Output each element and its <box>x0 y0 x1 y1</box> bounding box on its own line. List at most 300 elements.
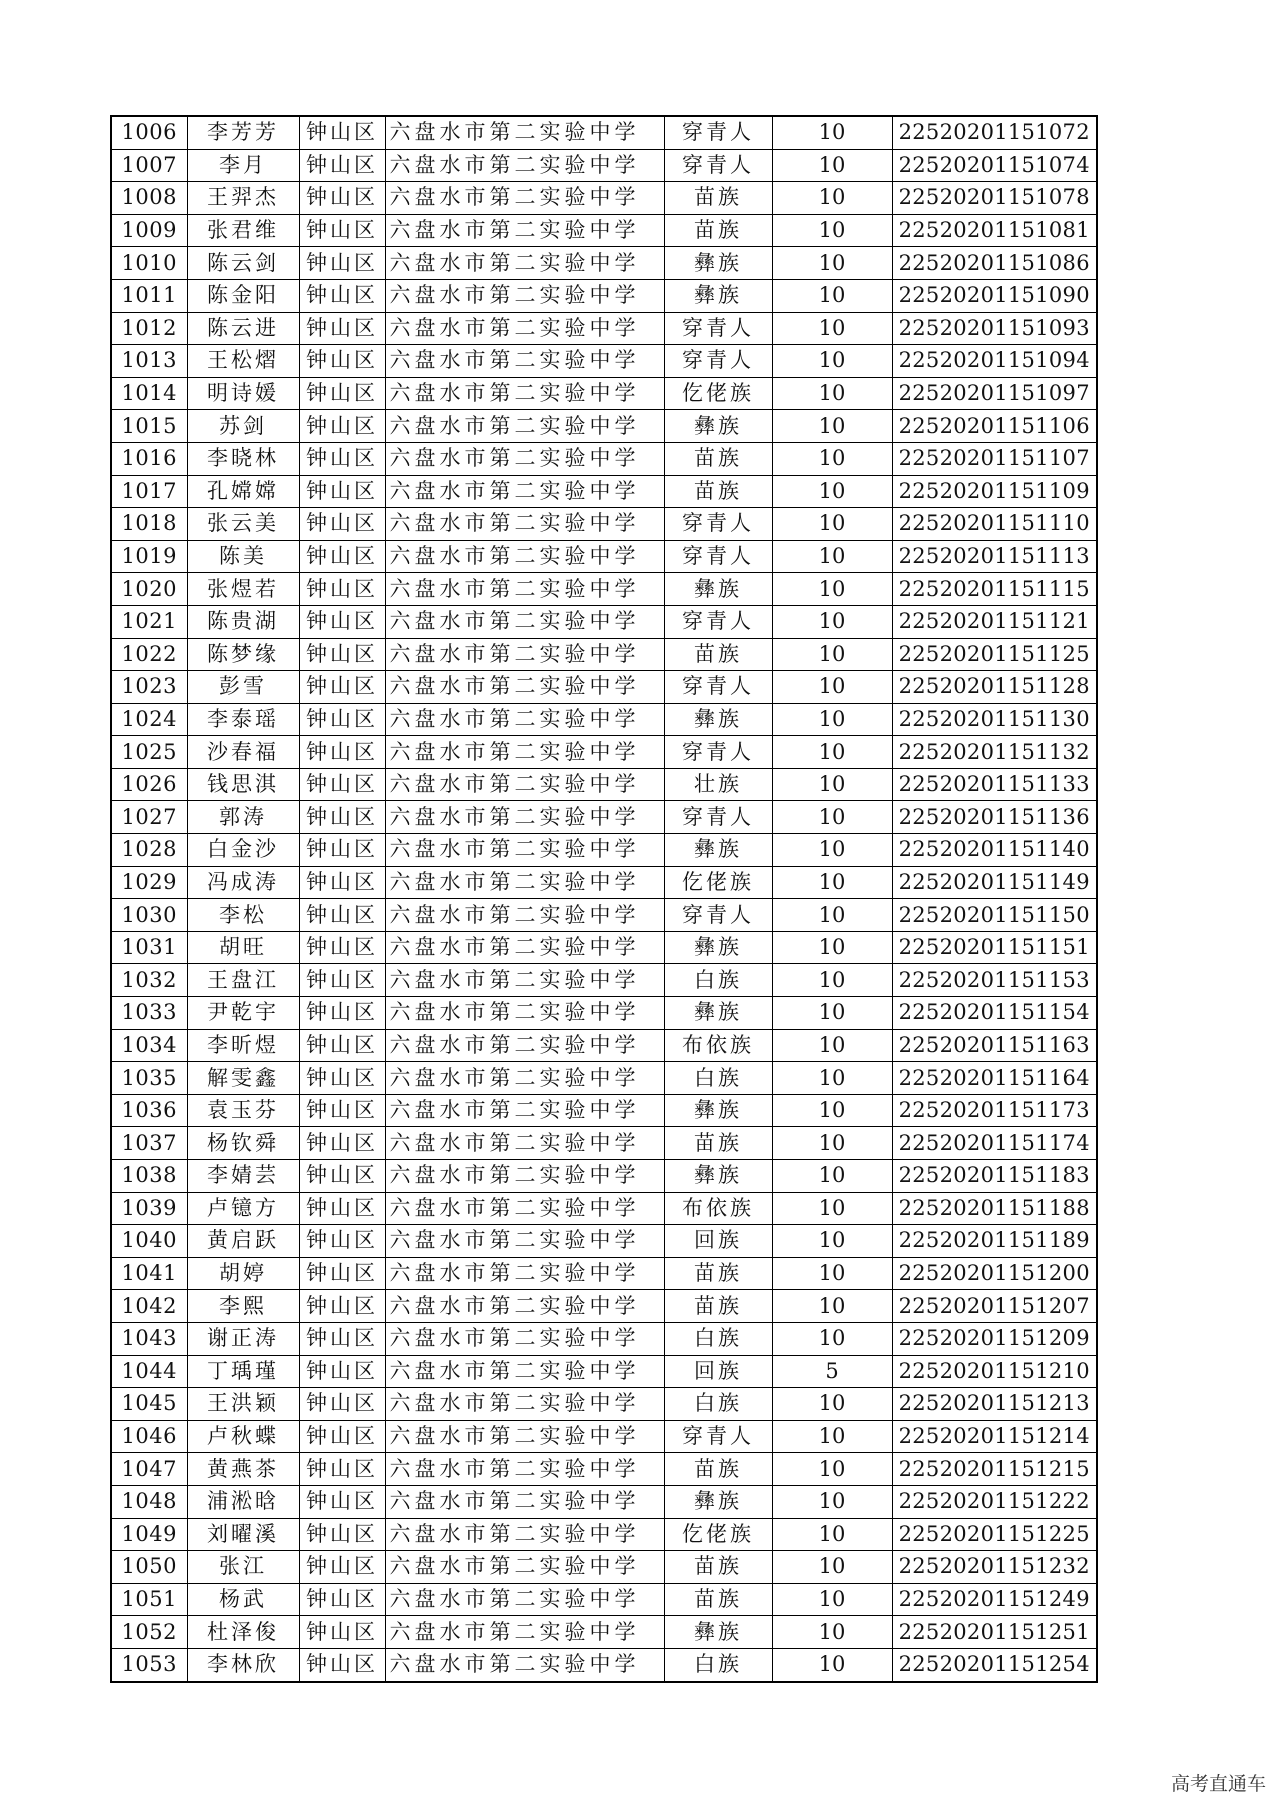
school-name: 六盘水市第二实验中学 <box>385 214 664 247</box>
ethnicity: 壮族 <box>664 768 772 801</box>
student-name: 陈云进 <box>187 312 299 345</box>
row-number: 1050 <box>111 1551 187 1584</box>
candidate-number: 22520201151189 <box>892 1225 1097 1258</box>
school-name: 六盘水市第二实验中学 <box>385 1192 664 1225</box>
table-row <box>111 638 1097 671</box>
candidate-number: 22520201151093 <box>892 312 1097 345</box>
table-row <box>111 1583 1097 1616</box>
ethnicity: 苗族 <box>664 638 772 671</box>
school-name: 六盘水市第二实验中学 <box>385 312 664 345</box>
district: 钟山区 <box>299 1225 385 1258</box>
candidate-number: 22520201151225 <box>892 1518 1097 1551</box>
school-name: 六盘水市第二实验中学 <box>385 834 664 867</box>
row-number: 1038 <box>111 1160 187 1193</box>
table-row <box>111 410 1097 443</box>
candidate-number: 22520201151086 <box>892 247 1097 280</box>
row-number: 1040 <box>111 1225 187 1258</box>
table-row <box>111 1322 1097 1355</box>
bonus-points: 10 <box>772 149 892 182</box>
bonus-points: 5 <box>772 1355 892 1388</box>
student-name: 杨武 <box>187 1583 299 1616</box>
table-row <box>111 801 1097 834</box>
district: 钟山区 <box>299 573 385 606</box>
ethnicity: 彝族 <box>664 834 772 867</box>
bonus-points: 10 <box>772 1420 892 1453</box>
bonus-points: 10 <box>772 214 892 247</box>
row-number: 1008 <box>111 182 187 215</box>
district: 钟山区 <box>299 345 385 378</box>
district: 钟山区 <box>299 1551 385 1584</box>
candidate-number: 22520201151251 <box>892 1616 1097 1649</box>
ethnicity: 白族 <box>664 1648 772 1681</box>
table-row <box>111 540 1097 573</box>
school-name: 六盘水市第二实验中学 <box>385 279 664 312</box>
row-number: 1009 <box>111 214 187 247</box>
ethnicity: 彝族 <box>664 247 772 280</box>
ethnicity: 彝族 <box>664 997 772 1030</box>
ethnicity: 苗族 <box>664 182 772 215</box>
row-number: 1035 <box>111 1062 187 1095</box>
bonus-points: 10 <box>772 1322 892 1355</box>
candidate-number: 22520201151173 <box>892 1094 1097 1127</box>
student-name: 胡婷 <box>187 1257 299 1290</box>
school-name: 六盘水市第二实验中学 <box>385 442 664 475</box>
row-number: 1007 <box>111 149 187 182</box>
candidate-number: 22520201151207 <box>892 1290 1097 1323</box>
ethnicity: 白族 <box>664 1062 772 1095</box>
bonus-points: 10 <box>772 312 892 345</box>
ethnicity: 仡佬族 <box>664 377 772 410</box>
table-row <box>111 1127 1097 1160</box>
candidate-number: 22520201151222 <box>892 1485 1097 1518</box>
student-name: 李芳芳 <box>187 116 299 149</box>
student-name: 陈梦缘 <box>187 638 299 671</box>
row-number: 1051 <box>111 1583 187 1616</box>
student-name: 解雯鑫 <box>187 1062 299 1095</box>
row-number: 1036 <box>111 1094 187 1127</box>
candidate-number: 22520201151072 <box>892 116 1097 149</box>
row-number: 1053 <box>111 1648 187 1681</box>
row-number: 1045 <box>111 1388 187 1421</box>
candidate-number: 22520201151214 <box>892 1420 1097 1453</box>
candidate-number: 22520201151130 <box>892 703 1097 736</box>
candidate-number: 22520201151074 <box>892 149 1097 182</box>
table-row <box>111 1257 1097 1290</box>
bonus-points: 10 <box>772 247 892 280</box>
ethnicity: 穿青人 <box>664 736 772 769</box>
school-name: 六盘水市第二实验中学 <box>385 247 664 280</box>
ethnicity: 苗族 <box>664 1551 772 1584</box>
candidate-number: 22520201151109 <box>892 475 1097 508</box>
bonus-points: 10 <box>772 1029 892 1062</box>
bonus-points: 10 <box>772 997 892 1030</box>
candidate-number: 22520201151213 <box>892 1388 1097 1421</box>
district: 钟山区 <box>299 1127 385 1160</box>
row-number: 1019 <box>111 540 187 573</box>
candidate-number: 22520201151081 <box>892 214 1097 247</box>
row-number: 1010 <box>111 247 187 280</box>
table-row <box>111 377 1097 410</box>
school-name: 六盘水市第二实验中学 <box>385 1485 664 1518</box>
candidate-number: 22520201151125 <box>892 638 1097 671</box>
student-name: 王洪颖 <box>187 1388 299 1421</box>
student-name: 彭雪 <box>187 671 299 704</box>
table-row <box>111 182 1097 215</box>
student-name: 李泰瑶 <box>187 703 299 736</box>
candidate-number: 22520201151149 <box>892 866 1097 899</box>
district: 钟山区 <box>299 834 385 867</box>
row-number: 1022 <box>111 638 187 671</box>
district: 钟山区 <box>299 1322 385 1355</box>
bonus-points: 10 <box>772 410 892 443</box>
district: 钟山区 <box>299 1257 385 1290</box>
student-name: 李昕煜 <box>187 1029 299 1062</box>
candidate-number: 22520201151113 <box>892 540 1097 573</box>
ethnicity: 彝族 <box>664 1485 772 1518</box>
school-name: 六盘水市第二实验中学 <box>385 768 664 801</box>
row-number: 1018 <box>111 508 187 541</box>
ethnicity: 穿青人 <box>664 1420 772 1453</box>
district: 钟山区 <box>299 1062 385 1095</box>
ethnicity: 彝族 <box>664 1160 772 1193</box>
ethnicity: 彝族 <box>664 279 772 312</box>
table-row <box>111 1160 1097 1193</box>
bonus-points: 10 <box>772 964 892 997</box>
candidate-number: 22520201151150 <box>892 899 1097 932</box>
school-name: 六盘水市第二实验中学 <box>385 508 664 541</box>
candidate-number: 22520201151210 <box>892 1355 1097 1388</box>
district: 钟山区 <box>299 605 385 638</box>
student-name: 李松 <box>187 899 299 932</box>
school-name: 六盘水市第二实验中学 <box>385 1616 664 1649</box>
school-name: 六盘水市第二实验中学 <box>385 1127 664 1160</box>
candidate-number: 22520201151209 <box>892 1322 1097 1355</box>
row-number: 1043 <box>111 1322 187 1355</box>
table-row <box>111 1551 1097 1584</box>
table-row <box>111 1355 1097 1388</box>
row-number: 1027 <box>111 801 187 834</box>
school-name: 六盘水市第二实验中学 <box>385 964 664 997</box>
district: 钟山区 <box>299 1355 385 1388</box>
table-row <box>111 149 1097 182</box>
candidate-number: 22520201151136 <box>892 801 1097 834</box>
row-number: 1034 <box>111 1029 187 1062</box>
student-name: 沙春福 <box>187 736 299 769</box>
row-number: 1049 <box>111 1518 187 1551</box>
ethnicity: 仡佬族 <box>664 1518 772 1551</box>
bonus-points: 10 <box>772 801 892 834</box>
bonus-points: 10 <box>772 605 892 638</box>
candidate-number: 22520201151254 <box>892 1648 1097 1681</box>
ethnicity: 穿青人 <box>664 508 772 541</box>
watermark: 高考直通车 <box>1170 1773 1266 1795</box>
ethnicity: 彝族 <box>664 1616 772 1649</box>
school-name: 六盘水市第二实验中学 <box>385 573 664 606</box>
district: 钟山区 <box>299 1616 385 1649</box>
row-number: 1041 <box>111 1257 187 1290</box>
student-name: 冯成涛 <box>187 866 299 899</box>
student-name: 王羿杰 <box>187 182 299 215</box>
district: 钟山区 <box>299 997 385 1030</box>
row-number: 1042 <box>111 1290 187 1323</box>
school-name: 六盘水市第二实验中学 <box>385 866 664 899</box>
school-name: 六盘水市第二实验中学 <box>385 1388 664 1421</box>
table-row <box>111 866 1097 899</box>
student-name: 陈美 <box>187 540 299 573</box>
district: 钟山区 <box>299 638 385 671</box>
row-number: 1013 <box>111 345 187 378</box>
district: 钟山区 <box>299 182 385 215</box>
roster-body <box>111 116 1097 1682</box>
student-name: 李婧芸 <box>187 1160 299 1193</box>
candidate-number: 22520201151183 <box>892 1160 1097 1193</box>
row-number: 1031 <box>111 931 187 964</box>
candidate-number: 22520201151153 <box>892 964 1097 997</box>
school-name: 六盘水市第二实验中学 <box>385 997 664 1030</box>
table-row <box>111 931 1097 964</box>
school-name: 六盘水市第二实验中学 <box>385 116 664 149</box>
row-number: 1037 <box>111 1127 187 1160</box>
bonus-points: 10 <box>772 1257 892 1290</box>
student-name: 陈金阳 <box>187 279 299 312</box>
table-row <box>111 1094 1097 1127</box>
bonus-points: 10 <box>772 377 892 410</box>
student-name: 胡旺 <box>187 931 299 964</box>
school-name: 六盘水市第二实验中学 <box>385 801 664 834</box>
table-row <box>111 997 1097 1030</box>
school-name: 六盘水市第二实验中学 <box>385 1583 664 1616</box>
bonus-points: 10 <box>772 899 892 932</box>
district: 钟山区 <box>299 736 385 769</box>
student-name: 李熙 <box>187 1290 299 1323</box>
ethnicity: 彝族 <box>664 703 772 736</box>
bonus-points: 10 <box>772 834 892 867</box>
bonus-points: 10 <box>772 182 892 215</box>
candidate-number: 22520201151188 <box>892 1192 1097 1225</box>
bonus-points: 10 <box>772 1583 892 1616</box>
bonus-points: 10 <box>772 1648 892 1681</box>
row-number: 1039 <box>111 1192 187 1225</box>
ethnicity: 穿青人 <box>664 605 772 638</box>
bonus-points: 10 <box>772 671 892 704</box>
school-name: 六盘水市第二实验中学 <box>385 703 664 736</box>
table-row <box>111 834 1097 867</box>
row-number: 1052 <box>111 1616 187 1649</box>
bonus-points: 10 <box>772 345 892 378</box>
candidate-number: 22520201151151 <box>892 931 1097 964</box>
ethnicity: 苗族 <box>664 475 772 508</box>
bonus-points: 10 <box>772 1453 892 1486</box>
ethnicity: 穿青人 <box>664 149 772 182</box>
table-row <box>111 1029 1097 1062</box>
ethnicity: 苗族 <box>664 1453 772 1486</box>
candidate-number: 22520201151107 <box>892 442 1097 475</box>
district: 钟山区 <box>299 442 385 475</box>
bonus-points: 10 <box>772 1127 892 1160</box>
district: 钟山区 <box>299 899 385 932</box>
row-number: 1032 <box>111 964 187 997</box>
bonus-points: 10 <box>772 1485 892 1518</box>
student-name: 尹乾宇 <box>187 997 299 1030</box>
student-name: 丁瑀瑾 <box>187 1355 299 1388</box>
bonus-points: 10 <box>772 1388 892 1421</box>
row-number: 1026 <box>111 768 187 801</box>
ethnicity: 穿青人 <box>664 345 772 378</box>
ethnicity: 布依族 <box>664 1192 772 1225</box>
school-name: 六盘水市第二实验中学 <box>385 1094 664 1127</box>
ethnicity: 苗族 <box>664 1257 772 1290</box>
school-name: 六盘水市第二实验中学 <box>385 1551 664 1584</box>
school-name: 六盘水市第二实验中学 <box>385 736 664 769</box>
row-number: 1023 <box>111 671 187 704</box>
district: 钟山区 <box>299 540 385 573</box>
school-name: 六盘水市第二实验中学 <box>385 475 664 508</box>
school-name: 六盘水市第二实验中学 <box>385 931 664 964</box>
school-name: 六盘水市第二实验中学 <box>385 605 664 638</box>
row-number: 1020 <box>111 573 187 606</box>
school-name: 六盘水市第二实验中学 <box>385 1290 664 1323</box>
table-row <box>111 442 1097 475</box>
candidate-number: 22520201151115 <box>892 573 1097 606</box>
bonus-points: 10 <box>772 1160 892 1193</box>
candidate-number: 22520201151090 <box>892 279 1097 312</box>
row-number: 1028 <box>111 834 187 867</box>
candidate-number: 22520201151163 <box>892 1029 1097 1062</box>
school-name: 六盘水市第二实验中学 <box>385 1355 664 1388</box>
school-name: 六盘水市第二实验中学 <box>385 1420 664 1453</box>
bonus-points: 10 <box>772 866 892 899</box>
table-row <box>111 964 1097 997</box>
bonus-points: 10 <box>772 931 892 964</box>
ethnicity: 彝族 <box>664 410 772 443</box>
student-name: 杨钦舜 <box>187 1127 299 1160</box>
school-name: 六盘水市第二实验中学 <box>385 899 664 932</box>
ethnicity: 穿青人 <box>664 116 772 149</box>
school-name: 六盘水市第二实验中学 <box>385 1160 664 1193</box>
student-name: 杜泽俊 <box>187 1616 299 1649</box>
student-name: 张云美 <box>187 508 299 541</box>
table-row <box>111 605 1097 638</box>
school-name: 六盘水市第二实验中学 <box>385 149 664 182</box>
school-name: 六盘水市第二实验中学 <box>385 1257 664 1290</box>
school-name: 六盘水市第二实验中学 <box>385 540 664 573</box>
student-name: 白金沙 <box>187 834 299 867</box>
candidate-number: 22520201151140 <box>892 834 1097 867</box>
bonus-points: 10 <box>772 736 892 769</box>
school-name: 六盘水市第二实验中学 <box>385 1225 664 1258</box>
ethnicity: 白族 <box>664 1322 772 1355</box>
table-row <box>111 345 1097 378</box>
bonus-points: 10 <box>772 1518 892 1551</box>
row-number: 1024 <box>111 703 187 736</box>
student-name: 刘曜溪 <box>187 1518 299 1551</box>
district: 钟山区 <box>299 1094 385 1127</box>
ethnicity: 苗族 <box>664 1583 772 1616</box>
ethnicity: 苗族 <box>664 442 772 475</box>
table-row <box>111 1062 1097 1095</box>
district: 钟山区 <box>299 312 385 345</box>
student-name: 王盘江 <box>187 964 299 997</box>
district: 钟山区 <box>299 768 385 801</box>
bonus-points: 10 <box>772 703 892 736</box>
district: 钟山区 <box>299 671 385 704</box>
table-row <box>111 116 1097 149</box>
candidate-number: 22520201151174 <box>892 1127 1097 1160</box>
school-name: 六盘水市第二实验中学 <box>385 638 664 671</box>
table-row <box>111 736 1097 769</box>
row-number: 1021 <box>111 605 187 638</box>
bonus-points: 10 <box>772 475 892 508</box>
district: 钟山区 <box>299 1583 385 1616</box>
table-row <box>111 1648 1097 1681</box>
district: 钟山区 <box>299 279 385 312</box>
student-name: 李月 <box>187 149 299 182</box>
bonus-points: 10 <box>772 638 892 671</box>
student-name: 孔嫦嫦 <box>187 475 299 508</box>
district: 钟山区 <box>299 1420 385 1453</box>
student-name: 浦淞晗 <box>187 1485 299 1518</box>
candidate-number: 22520201151200 <box>892 1257 1097 1290</box>
school-name: 六盘水市第二实验中学 <box>385 1648 664 1681</box>
bonus-points: 10 <box>772 1062 892 1095</box>
district: 钟山区 <box>299 1160 385 1193</box>
ethnicity: 仡佬族 <box>664 866 772 899</box>
district: 钟山区 <box>299 1290 385 1323</box>
row-number: 1025 <box>111 736 187 769</box>
bonus-points: 10 <box>772 768 892 801</box>
bonus-points: 10 <box>772 540 892 573</box>
district: 钟山区 <box>299 931 385 964</box>
table-row <box>111 1290 1097 1323</box>
table-row <box>111 573 1097 606</box>
candidate-number: 22520201151249 <box>892 1583 1097 1616</box>
candidate-number: 22520201151110 <box>892 508 1097 541</box>
ethnicity: 彝族 <box>664 1094 772 1127</box>
district: 钟山区 <box>299 801 385 834</box>
district: 钟山区 <box>299 149 385 182</box>
bonus-points: 10 <box>772 1094 892 1127</box>
school-name: 六盘水市第二实验中学 <box>385 345 664 378</box>
school-name: 六盘水市第二实验中学 <box>385 377 664 410</box>
row-number: 1017 <box>111 475 187 508</box>
student-name: 王松熠 <box>187 345 299 378</box>
table-row <box>111 671 1097 704</box>
student-name: 张君维 <box>187 214 299 247</box>
school-name: 六盘水市第二实验中学 <box>385 410 664 443</box>
bonus-points: 10 <box>772 1290 892 1323</box>
table-row <box>111 1388 1097 1421</box>
row-number: 1016 <box>111 442 187 475</box>
district: 钟山区 <box>299 964 385 997</box>
ethnicity: 穿青人 <box>664 671 772 704</box>
row-number: 1011 <box>111 279 187 312</box>
school-name: 六盘水市第二实验中学 <box>385 1453 664 1486</box>
candidate-number: 22520201151133 <box>892 768 1097 801</box>
candidate-number: 22520201151121 <box>892 605 1097 638</box>
row-number: 1012 <box>111 312 187 345</box>
candidate-number: 22520201151164 <box>892 1062 1097 1095</box>
district: 钟山区 <box>299 1029 385 1062</box>
bonus-points: 10 <box>772 573 892 606</box>
bonus-points: 10 <box>772 116 892 149</box>
bonus-points: 10 <box>772 1225 892 1258</box>
district: 钟山区 <box>299 116 385 149</box>
table-row <box>111 1420 1097 1453</box>
row-number: 1014 <box>111 377 187 410</box>
table-row <box>111 279 1097 312</box>
student-name: 谢正涛 <box>187 1322 299 1355</box>
student-name: 黄燕茶 <box>187 1453 299 1486</box>
